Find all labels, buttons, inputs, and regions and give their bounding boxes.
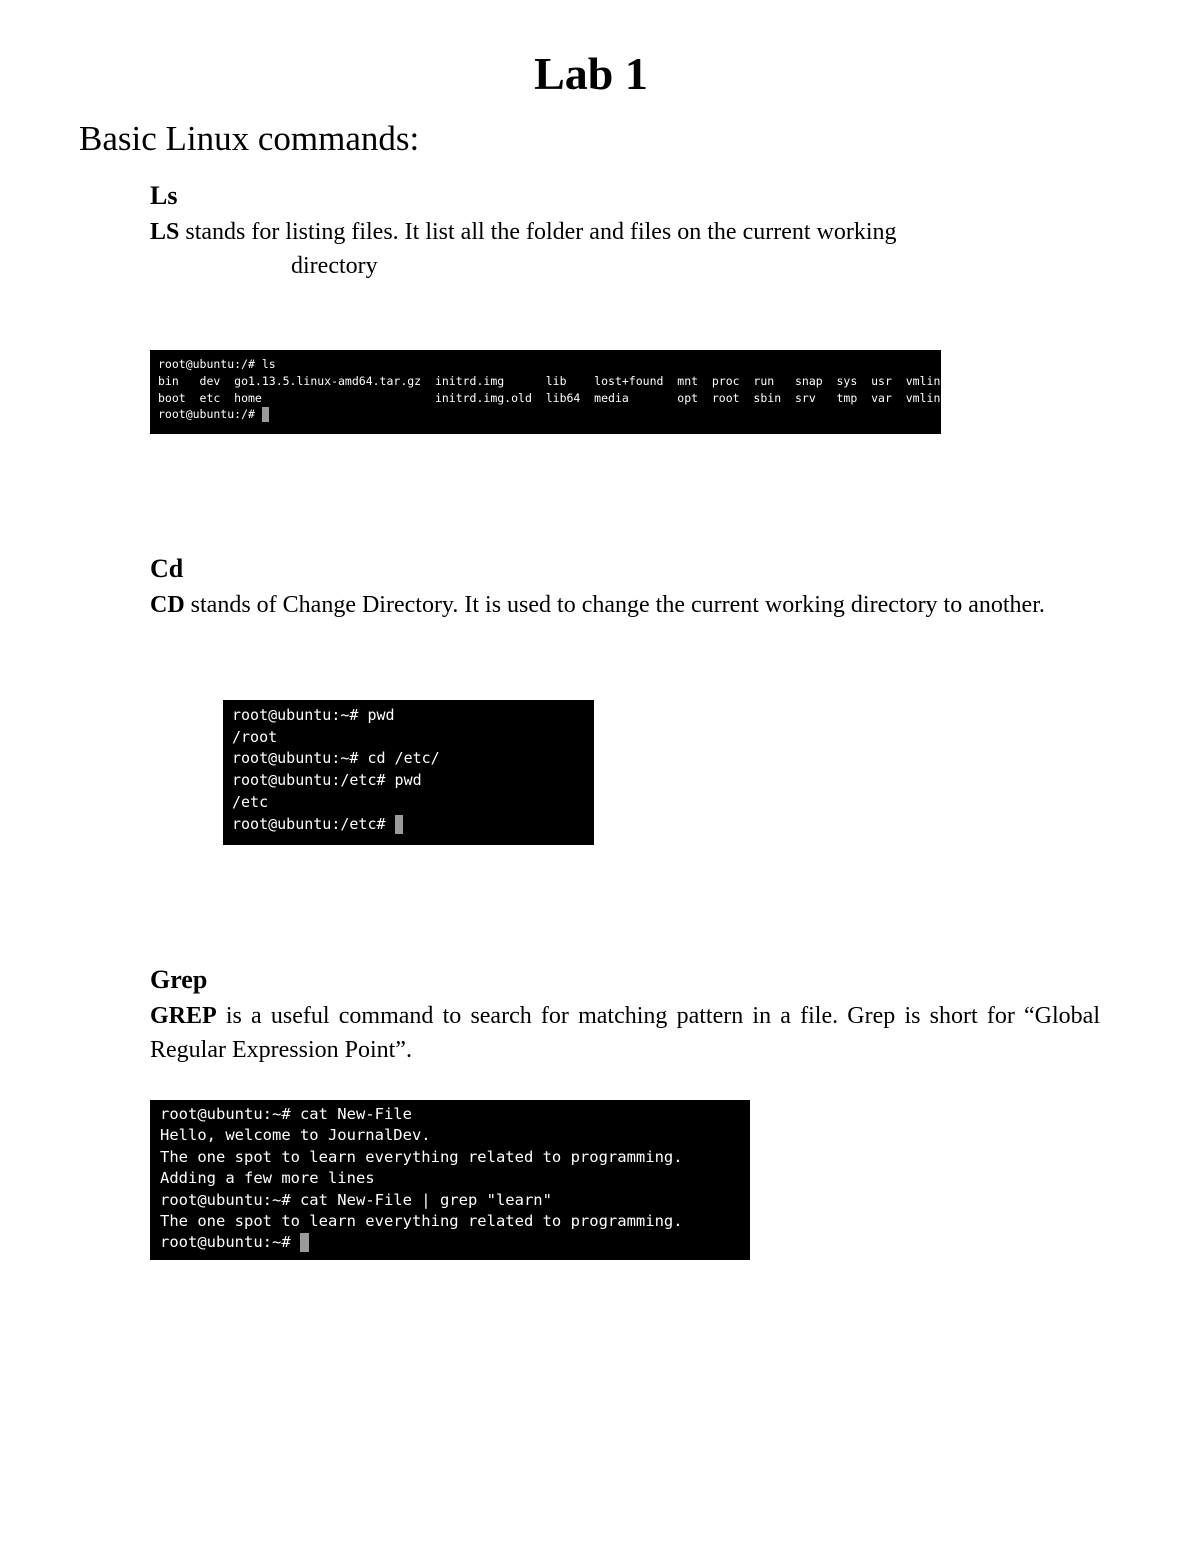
keyword-ls: LS [150, 219, 180, 245]
terminal-line: /root [232, 727, 278, 746]
terminal-line: boot etc home initrd.img.old lib64 media opt root sbin srv tmp var vmlinuz.old [158, 390, 982, 405]
section-heading-ls: Ls [150, 181, 178, 210]
description-text: is a useful command to search for matching pattern in a file. Grep is short for “Global Regular Expression Point”. [150, 1003, 1100, 1063]
terminal-prompt: root@ubuntu:/etc# [232, 814, 395, 833]
terminal-line: root@ubuntu:~# cat New-File [160, 1105, 412, 1123]
terminal-line: The one spot to learn everything related to programming. [160, 1212, 683, 1231]
terminal-line: The one spot to learn everything related to programming. [160, 1147, 683, 1166]
terminal-prompt-line [158, 406, 933, 423]
section-description-grep [150, 999, 1100, 1067]
terminal-cursor [300, 1233, 309, 1252]
terminal-line: root@ubuntu:/# ls [158, 357, 276, 371]
terminal-cursor [262, 407, 269, 422]
terminal-screenshot-cd [223, 700, 594, 845]
terminal-line: root@ubuntu:~# cd /etc/ [232, 749, 440, 768]
terminal-line: root@ubuntu:~# cat New-File | grep "learn" [160, 1190, 552, 1209]
terminal-line: root@ubuntu:~# pwd [232, 706, 395, 724]
section-description-ls [150, 215, 1100, 283]
terminal-prompt: root@ubuntu:~# [160, 1233, 300, 1252]
description-text: stands of Change Directory. It is used to change the current working directory to another. [184, 592, 1045, 618]
section-description-cd [150, 588, 1100, 622]
terminal-prompt: root@ubuntu:/# [158, 407, 262, 422]
terminal-screenshot-ls [150, 350, 982, 434]
terminal-line: Hello, welcome to JournalDev. [160, 1126, 431, 1145]
section-heading-cd: Cd [150, 554, 184, 583]
terminal-line: /etc [232, 792, 269, 811]
description-continuation: directory [291, 253, 378, 279]
terminal-prompt-line [160, 1232, 740, 1253]
page-subtitle: Basic Linux commands: [79, 119, 420, 158]
description-text: stands for listing files. It list all the folder and files on the current working [179, 219, 897, 245]
terminal-line: Adding a few more lines [160, 1169, 375, 1188]
terminal-line: bin dev go1.13.5.linux-amd64.tar.gz initrd.img lib lost+found mnt proc run snap sys usr vmlinuz [158, 373, 955, 388]
keyword-cd: CD [150, 592, 185, 618]
section-heading-grep: Grep [150, 965, 208, 994]
terminal-line: root@ubuntu:/etc# pwd [232, 771, 422, 790]
page-title: Lab 1 [534, 48, 648, 99]
terminal-prompt-line [232, 814, 585, 836]
keyword-grep: GREP [150, 1003, 217, 1029]
terminal-screenshot-grep [150, 1100, 750, 1260]
terminal-cursor [395, 815, 403, 834]
